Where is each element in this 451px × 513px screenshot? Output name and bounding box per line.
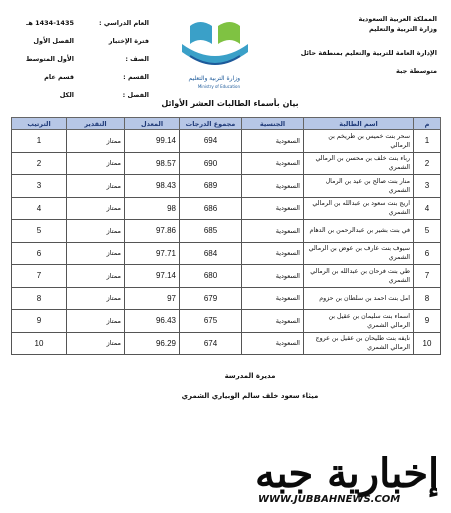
cell-index: 5 — [414, 220, 441, 243]
cell-average: 98.43 — [125, 175, 180, 198]
cell-index: 3 — [414, 175, 441, 198]
cell-name: منار بنت صالح بن عيد بن الرمال الشمري — [304, 175, 414, 198]
cell-average: 97.86 — [125, 220, 180, 243]
signature-name: ميثاء سعود خلف سالم الوبياري الشمري — [181, 392, 319, 400]
cell-total: 686 — [180, 197, 242, 220]
table-row — [12, 175, 441, 198]
field-value: الكل — [59, 91, 74, 99]
cell-total: 674 — [180, 332, 242, 355]
cell-average: 97 — [125, 287, 180, 310]
cell-name: طي بنت فرحان بن عبدالله بن الرمالي الشمري — [304, 265, 414, 288]
signature-role: مديرة المدرسة — [224, 372, 276, 380]
cell-index: 4 — [414, 197, 441, 220]
table-row — [12, 242, 441, 265]
cell-name: سحر بنت خميس بن طريخم بن الرمالي — [304, 130, 414, 153]
cell-total: 694 — [180, 130, 242, 153]
cell-grade: ممتاز — [67, 332, 125, 355]
field-label: العام الدراسي : — [98, 19, 149, 27]
field-value: الأول المتوسط — [25, 55, 74, 63]
header-field — [14, 14, 149, 32]
col-header-nationality: الجنسية — [242, 118, 304, 130]
table-row — [12, 197, 441, 220]
watermark-site: WWW.JUBBAHNEWS.COM — [258, 494, 401, 505]
cell-rank: 1 — [12, 130, 67, 153]
table-row — [12, 332, 441, 355]
cell-nationality: السعودية — [242, 130, 304, 153]
cell-total: 679 — [180, 287, 242, 310]
col-header-grade: التقدير — [67, 118, 125, 130]
header-field — [14, 86, 149, 104]
cell-rank: 7 — [12, 265, 67, 288]
cell-total: 684 — [180, 242, 242, 265]
table-row — [12, 130, 441, 153]
table-row — [12, 287, 441, 310]
cell-grade: ممتاز — [67, 310, 125, 333]
header-left — [14, 14, 149, 104]
table-row — [12, 152, 441, 175]
table-row — [12, 265, 441, 288]
ministry-name: وزارة التربية والتعليم — [369, 25, 437, 33]
cell-total: 690 — [180, 152, 242, 175]
signature-block — [180, 372, 320, 412]
country-name: المملكة العربية السعودية — [358, 15, 437, 23]
cell-total: 689 — [180, 175, 242, 198]
cell-name: اريج بنت سعود بن عبدالله بن الرمالي الشمري — [304, 197, 414, 220]
cell-nationality: السعودية — [242, 287, 304, 310]
cell-nationality: السعودية — [242, 220, 304, 243]
cell-index: 9 — [414, 310, 441, 333]
cell-index: 1 — [414, 130, 441, 153]
cell-index: 6 — [414, 242, 441, 265]
cell-grade: ممتاز — [67, 287, 125, 310]
cell-average: 99.14 — [125, 130, 180, 153]
cell-name: رباء بنت خلف بن محسن بن الرمالي الشمري — [304, 152, 414, 175]
cell-index: 10 — [414, 332, 441, 355]
cell-grade: ممتاز — [67, 242, 125, 265]
cell-nationality: السعودية — [242, 197, 304, 220]
cell-name: سيوف بنت عارف بن عوض بن الرمالي الشمري — [304, 242, 414, 265]
cell-average: 96.29 — [125, 332, 180, 355]
col-header-name: اسم الطالبة — [304, 118, 414, 130]
logo-ar-text: وزارة التربية والتعليم — [188, 75, 240, 82]
document-title: بيان بأسماء الطالبات العشر الأوائل — [161, 99, 299, 108]
cell-rank: 10 — [12, 332, 67, 355]
cell-index: 8 — [414, 287, 441, 310]
cell-grade: ممتاز — [67, 130, 125, 153]
top-students-table — [11, 117, 441, 355]
cell-rank: 2 — [12, 152, 67, 175]
cell-total: 685 — [180, 220, 242, 243]
header-right — [287, 14, 437, 76]
school-name: متوسطة جبة — [396, 67, 437, 75]
cell-name: اسماء بنت سليمان بن عقيل بن الرمالي الشمري — [304, 310, 414, 333]
cell-rank: 3 — [12, 175, 67, 198]
field-value: الفصل الأول — [33, 37, 74, 45]
cell-grade: ممتاز — [67, 220, 125, 243]
cell-average: 97.71 — [125, 242, 180, 265]
cell-rank: 6 — [12, 242, 67, 265]
logo-en-text: Ministry of Education — [197, 84, 240, 89]
col-header-average: المعدل — [125, 118, 180, 130]
cell-index: 7 — [414, 265, 441, 288]
cell-grade: ممتاز — [67, 152, 125, 175]
cell-grade: ممتاز — [67, 265, 125, 288]
cell-rank: 8 — [12, 287, 67, 310]
cell-nationality: السعودية — [242, 175, 304, 198]
col-header-rank: الترتيب — [12, 118, 67, 130]
cell-average: 96.43 — [125, 310, 180, 333]
cell-name: امل بنت احمد بن سلطان بن حزوم — [304, 287, 414, 310]
cell-total: 680 — [180, 265, 242, 288]
cell-rank: 5 — [12, 220, 67, 243]
cell-grade: ممتاز — [67, 175, 125, 198]
table-row — [12, 310, 441, 333]
cell-average: 98.57 — [125, 152, 180, 175]
field-label: الفصل : — [122, 91, 149, 99]
cell-nationality: السعودية — [242, 332, 304, 355]
cell-average: 98 — [125, 197, 180, 220]
table-header-row — [12, 118, 441, 130]
field-value: قسم عام — [44, 73, 74, 81]
cell-nationality: السعودية — [242, 242, 304, 265]
watermark-text: إخبارية جبه — [255, 450, 440, 497]
cell-nationality: السعودية — [242, 265, 304, 288]
cell-grade: ممتاز — [67, 197, 125, 220]
cell-rank: 9 — [12, 310, 67, 333]
header-field — [14, 50, 149, 68]
cell-nationality: السعودية — [242, 152, 304, 175]
cell-total: 675 — [180, 310, 242, 333]
header-field — [14, 68, 149, 86]
field-label: القسم : — [123, 73, 149, 81]
cell-nationality: السعودية — [242, 310, 304, 333]
header-field — [14, 32, 149, 50]
ministry-logo — [160, 14, 270, 94]
cell-name: في بنت بشير بن عبدالرحمن بن الدهام — [304, 220, 414, 243]
field-label: الصف : — [125, 55, 149, 63]
cell-rank: 4 — [12, 197, 67, 220]
col-header-index: م — [414, 118, 441, 130]
col-header-total: مجموع الدرجات — [180, 118, 242, 130]
cell-average: 97.14 — [125, 265, 180, 288]
table-row — [12, 220, 441, 243]
field-label: فترة الإختبار — [108, 37, 149, 45]
cell-index: 2 — [414, 152, 441, 175]
field-value: 1434-1435 هـ — [26, 19, 74, 27]
cell-name: نايفه بنت طليحان بن عقيل بن عروج الرمالي الشمري — [304, 332, 414, 355]
department-name: الإدارة العامة للتربية والتعليم بمنطقة حائل — [300, 49, 437, 57]
